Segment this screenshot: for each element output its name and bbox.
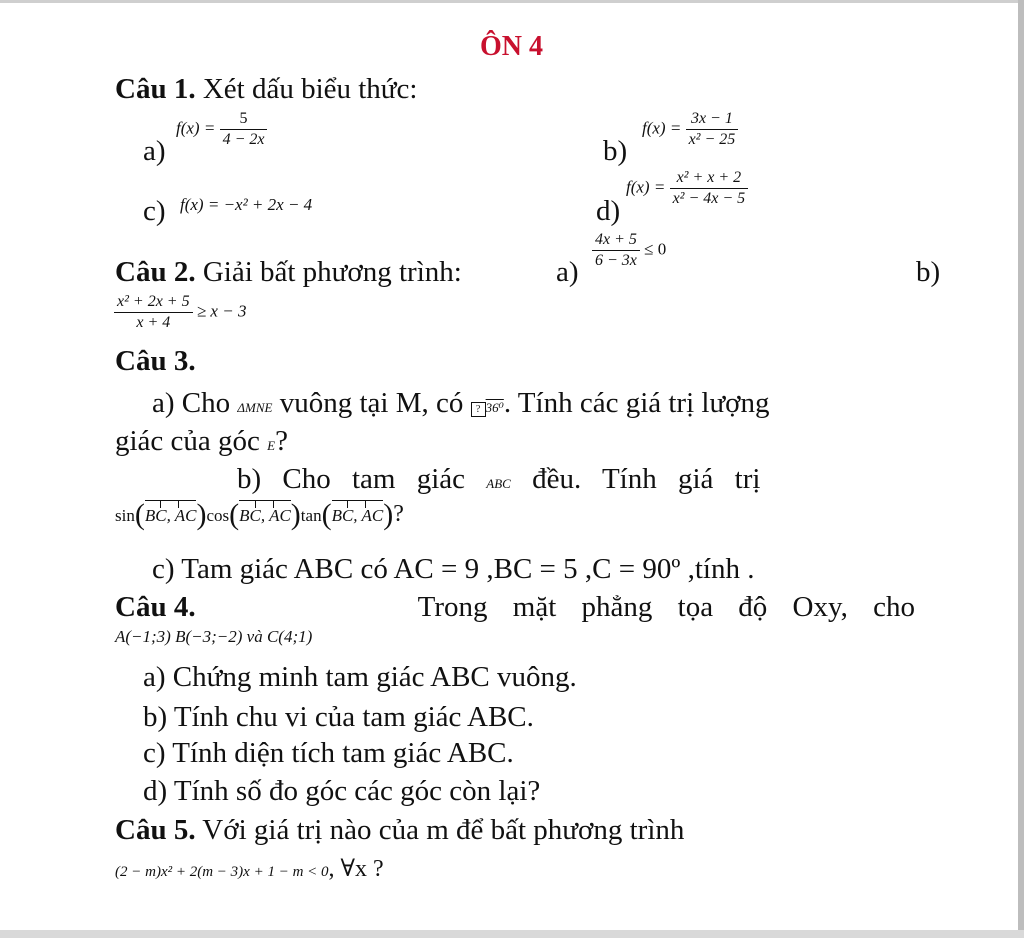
cau3-a-angle-name: E [267,438,276,453]
cau1-label: Câu 1. [115,73,196,105]
cau2-b-expr [114,294,246,331]
cau3-a-triangle: ΔMNE [237,400,273,415]
cau1-a-num: 5 [220,111,268,130]
page-title: ÔN 4 [480,31,543,62]
cau2-b-den: x + 4 [136,314,171,331]
cau2-b-fraction [114,294,193,331]
cau2-a-fraction [592,232,640,269]
vec-bc-ac-1: BC, AC [145,507,197,524]
cau3-b-text2: đều. Tính giá trị [532,463,761,495]
cau3-a-text4: giác của góc [115,425,260,457]
vec-bc-ac-3: BC, AC [332,507,384,524]
cau2-a-rhs: ≤ 0 [644,239,667,259]
cau1-heading [115,75,417,104]
cau3-b-line1 [237,465,760,494]
cau1-d-num: x² + x + 2 [670,170,749,189]
cau1-d-den: x² − 4x − 5 [672,190,746,207]
cau4-label: Câu 4. [115,591,196,623]
cau3-c-text: c) Tam giác ABC có AC = 9 ,BC = 5 ,C = 90º ,tính . [152,553,755,585]
cau1-a-den: 4 − 2x [222,131,265,148]
cau3-a-text5: ? [275,425,288,457]
cau3-a-text3: . Tính các giá trị lượng [503,387,770,419]
cau2-b-num: x² + 2x + 5 [114,294,193,313]
vec-bc-ac-2: BC, AC [239,507,291,524]
cau1-b-lhs: f(x) = [642,118,682,138]
cau3-b-expr: sin( BC, AC)cos( BC, AC)tan( BC, AC)? [115,498,404,531]
cau3-a-angle-val: 36⁰ [485,400,504,415]
cau1-b-num: 3x − 1 [686,111,739,130]
cau1-c-label: c) [143,195,166,227]
cau2-b-label: b) [916,256,941,288]
cau2-a-num: 4x + 5 [592,232,640,251]
cos-label: cos [206,506,230,525]
cau2-text: Giải bất phương trình: [195,256,462,288]
cau1-a-lhs: f(x) = [176,118,216,138]
cau1-a-expr [176,111,267,148]
cau2-a-expr [592,232,666,269]
cau1-b-den: x² − 25 [688,131,736,148]
cau3-a-text2: vuông tại M, có [279,387,464,419]
cau5-end: , ∀x ? [328,856,384,882]
cau4-item-d: d) Tính số đo góc các góc còn lại? [143,775,541,807]
cau1-text: Xét dấu biểu thức: [195,73,418,105]
cau3-a-text1: a) Cho [152,387,231,419]
cau5-heading [115,816,684,845]
missing-glyph-icon: ? [471,402,486,417]
cau1-b-fraction [686,111,739,148]
cau2-a-den: 6 − 3x [595,252,637,269]
cau3-a-line2 [115,427,288,456]
cau5-text: Với giá trị nào của m để bất phương trình [195,814,685,846]
cau5-label: Câu 5. [115,814,196,846]
cau1-c-expr: f(x) = −x² + 2x − 4 [180,195,313,214]
sin-label: sin [115,506,135,525]
cau5-expr: (2 − m)x² + 2(m − 3)x + 1 − m < 0 [115,864,329,880]
cau1-d-label: d) [596,195,621,227]
cau5-expr-line [115,857,384,881]
cau4-points: A(−1;3) B(−3;−2) và C(4;1) [115,627,313,646]
cau3-a-line1 [152,389,770,418]
cau3-b-text1: b) Cho tam giác [237,463,466,495]
cau4-item-a: a) Chứng minh tam giác ABC vuông. [143,661,577,693]
cau1-d-fraction [670,170,749,207]
page-edge-top [0,0,1024,3]
cau2-b-rhs: ≥ x − 3 [196,301,247,321]
cau1-b-expr [642,111,738,148]
cau1-d-expr [626,170,748,207]
page-edge-right [1018,0,1024,938]
cau2-label: Câu 2. [115,256,196,288]
cau4-text: Trong mặt phẳng tọa độ Oxy, cho [417,591,915,623]
cau3-label: Câu 3. [115,345,196,377]
cau1-d-lhs: f(x) = [626,177,666,197]
cau2-heading [115,258,462,287]
cau4-item-b: b) Tính chu vi của tam giác ABC. [143,701,534,733]
cau1-b-label: b) [603,135,628,167]
cau1-a-label: a) [143,135,166,167]
cau3-b-end: ? [393,501,404,527]
cau1-a-fraction [220,111,268,148]
cau4-item-c: c) Tính diện tích tam giác ABC. [143,737,514,769]
cau4-heading [115,593,915,622]
cau2-a-label: a) [556,256,579,288]
page-edge-bottom [0,930,1024,938]
tan-label: tan [300,506,322,525]
cau3-b-triangle: ABC [486,476,511,491]
